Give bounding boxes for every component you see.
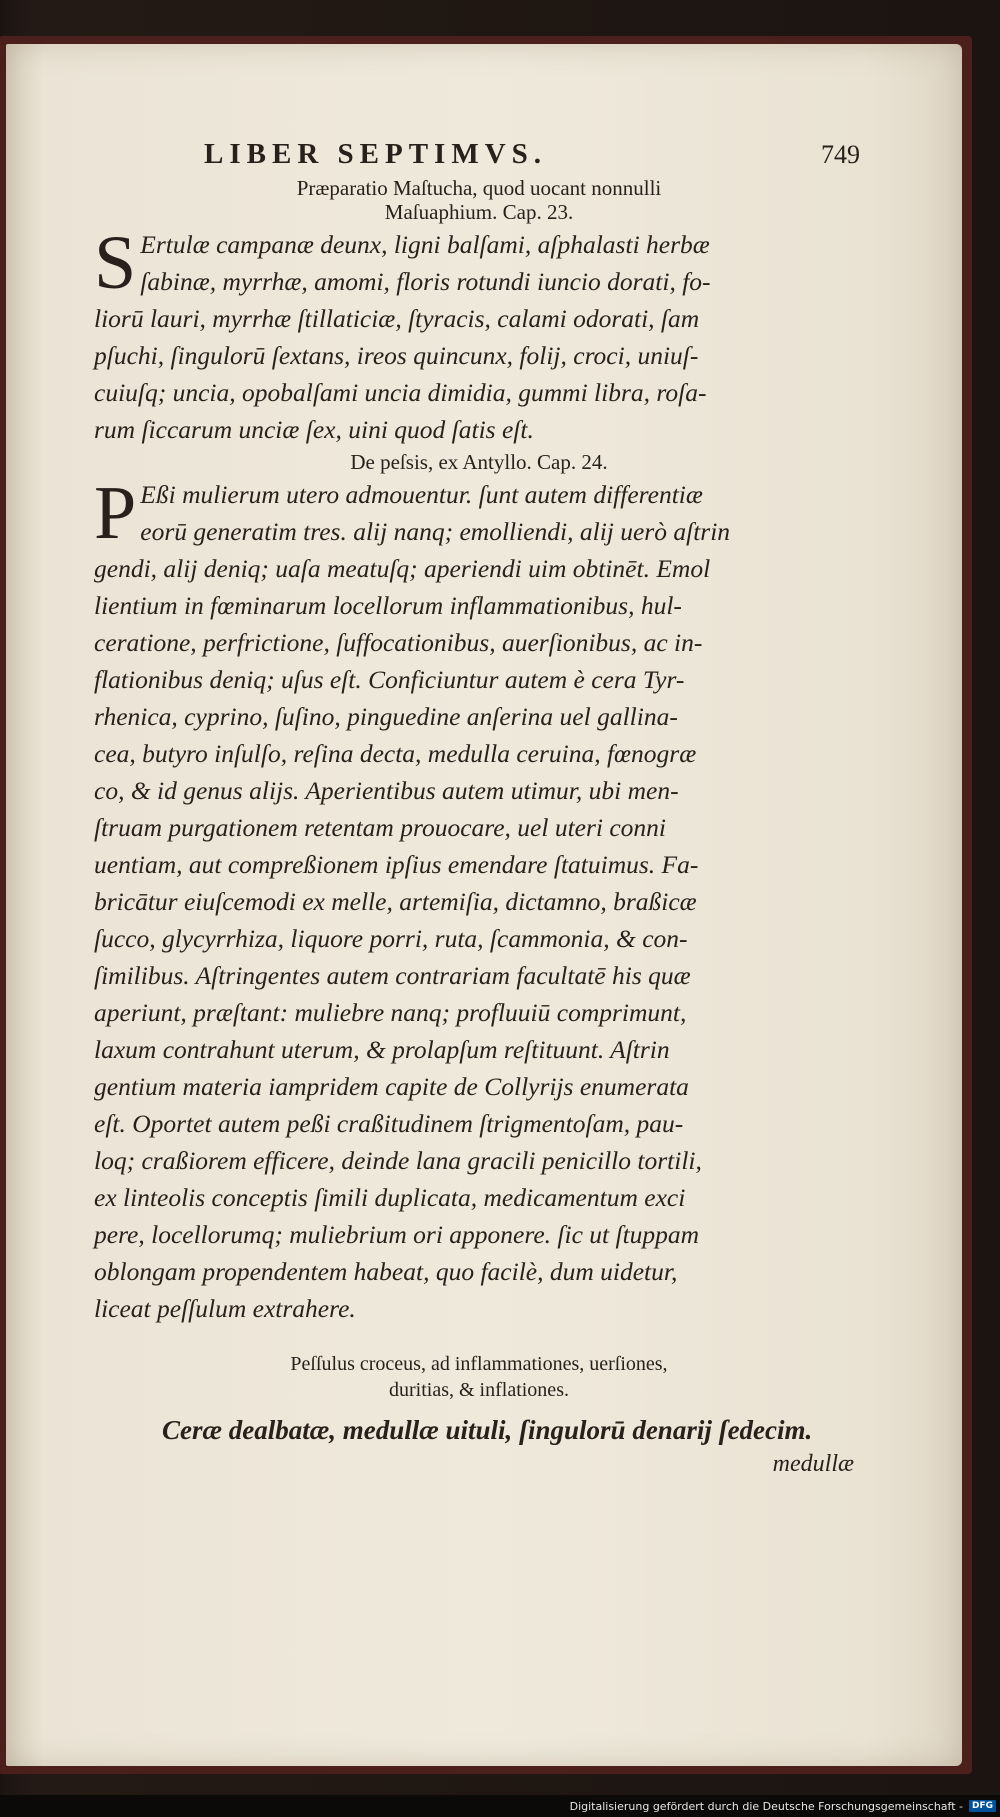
section-pessulus-croceus bbox=[94, 1351, 864, 1478]
text-line: aperiunt, præſtant: muliebre nanq; profluuiū comprimunt, bbox=[94, 998, 687, 1027]
text-line: pſuchi, ſingulorū ſextans, ireos quincunx, folij, croci, uniuſ- bbox=[94, 341, 699, 370]
book-page bbox=[6, 44, 962, 1766]
text-line: ſabinæ, myrrhæ, amomi, floris rotundi iuncio dorati, fo- bbox=[140, 267, 711, 296]
text-line: ceratione, perfrictione, ſuffocationibus, auerſionibus, ac in- bbox=[94, 628, 703, 657]
chapter-heading bbox=[94, 450, 864, 474]
heading-line: De peſsis, ex Antyllo. Cap. 24. bbox=[350, 450, 608, 474]
text-line: uentiam, aut compreßionem ipſius emendare ſtatuimus. Fa- bbox=[94, 850, 699, 879]
text-line: Ertulæ campanæ deunx, ligni balſami, aſphalasti herbæ bbox=[140, 230, 710, 259]
text-line: eorū generatim tres. alij nanq; emolliendi, alij uerò aſtrin bbox=[140, 517, 731, 546]
text-line: lientium in fœminarum locellorum inflammationibus, hul- bbox=[94, 591, 682, 620]
text-line: ſucco, glycyrrhiza, liquore porri, ruta, ſcammonia, & con- bbox=[94, 924, 688, 953]
text-line: cea, butyro inſulſo, reſina decta, medulla ceruina, fœnogræ bbox=[94, 739, 697, 768]
paragraph bbox=[94, 221, 864, 448]
text-line: pere, locellorumq; muliebrium ori apponere. ſic ut ſtuppam bbox=[94, 1220, 700, 1249]
paragraph bbox=[94, 471, 864, 1327]
text-line: ex linteolis conceptis ſimili duplicata, medicamentum exci bbox=[94, 1183, 686, 1212]
drop-cap: P bbox=[94, 471, 137, 555]
text-line: gentium materia iampridem capite de Collyrijs enumerata bbox=[94, 1072, 689, 1101]
heading-line: Maſuaphium. Cap. 23. bbox=[384, 200, 574, 224]
text-line: liceat peſſulum extrahere. bbox=[94, 1294, 356, 1323]
footer-bar bbox=[0, 1795, 1000, 1817]
text-line: gendi, alij deniq; uaſa meatuſq; aperiendi uim obtinēt. Emol bbox=[94, 554, 711, 583]
text-line: cuiuſq; uncia, opobalſami uncia dimidia, gummi libra, roſa- bbox=[94, 378, 707, 407]
page-number: 749 bbox=[821, 140, 860, 169]
text-line: laxum contrahunt uterum, & prolapſum reſtituunt. Aſtrin bbox=[94, 1035, 670, 1064]
catchword: medullæ bbox=[772, 1451, 854, 1477]
text-line: oblongam propendentem habeat, quo facilè, dum uidetur, bbox=[94, 1257, 678, 1286]
section-pessis bbox=[94, 450, 864, 1327]
text-line: rhenica, cyprino, ſuſino, pinguedine anſerina uel gallina- bbox=[94, 702, 678, 731]
drop-cap: S bbox=[94, 221, 137, 305]
dfg-logo-badge: DFG bbox=[969, 1800, 996, 1812]
text-line: flationibus deniq; uſus eſt. Conficiuntur autem è cera Tyr- bbox=[94, 665, 685, 694]
text-line: loq; craßiorem efficere, deinde lana gracili penicillo tortili, bbox=[94, 1146, 702, 1175]
running-title: LIBER SEPTIMVS. bbox=[204, 138, 548, 170]
text-line: eſt. Oportet autem peßi craßitudinem ſtrigmentoſam, pau- bbox=[94, 1109, 684, 1138]
text-line: co, & id genus alijs. Aperientibus autem utimur, ubi men- bbox=[94, 776, 679, 805]
text-line: rum ſiccarum unciæ ſex, uini quod ſatis eſt. bbox=[94, 415, 534, 444]
running-head bbox=[94, 138, 864, 176]
text-block bbox=[94, 138, 864, 1478]
section-maſtucha bbox=[94, 176, 864, 448]
text-line: ſimilibus. Aſtringentes autem contrariam facultatē his quæ bbox=[94, 961, 691, 990]
footer-credit: Digitalisierung gefördert durch die Deutsche Forschungsgemeinschaft - bbox=[569, 1799, 963, 1813]
text-line: liorū lauri, myrrhæ ſtillaticiæ, ſtyracis, calami odorati, ſam bbox=[94, 304, 700, 333]
text-line: Eßi mulierum utero admouentur. ſunt autem differentiæ bbox=[140, 480, 703, 509]
chapter-heading bbox=[94, 1351, 864, 1403]
text-line: bricātur eiuſcemodi ex melle, artemiſia, dictamno, braßicæ bbox=[94, 887, 697, 916]
recipe-line: Ceræ dealbatæ, medullæ uituli, ſingulorū denarij ſedecim. bbox=[162, 1415, 813, 1445]
heading-line: Peſſulus croceus, ad inflammationes, uerſiones, bbox=[290, 1353, 668, 1375]
text-line: ſtruam purgationem retentam prouocare, uel uteri conni bbox=[94, 813, 667, 842]
heading-line: duritias, & inflationes. bbox=[389, 1379, 569, 1401]
chapter-heading bbox=[94, 176, 864, 224]
heading-line: Præparatio Maſtucha, quod uocant nonnulli bbox=[296, 176, 662, 200]
